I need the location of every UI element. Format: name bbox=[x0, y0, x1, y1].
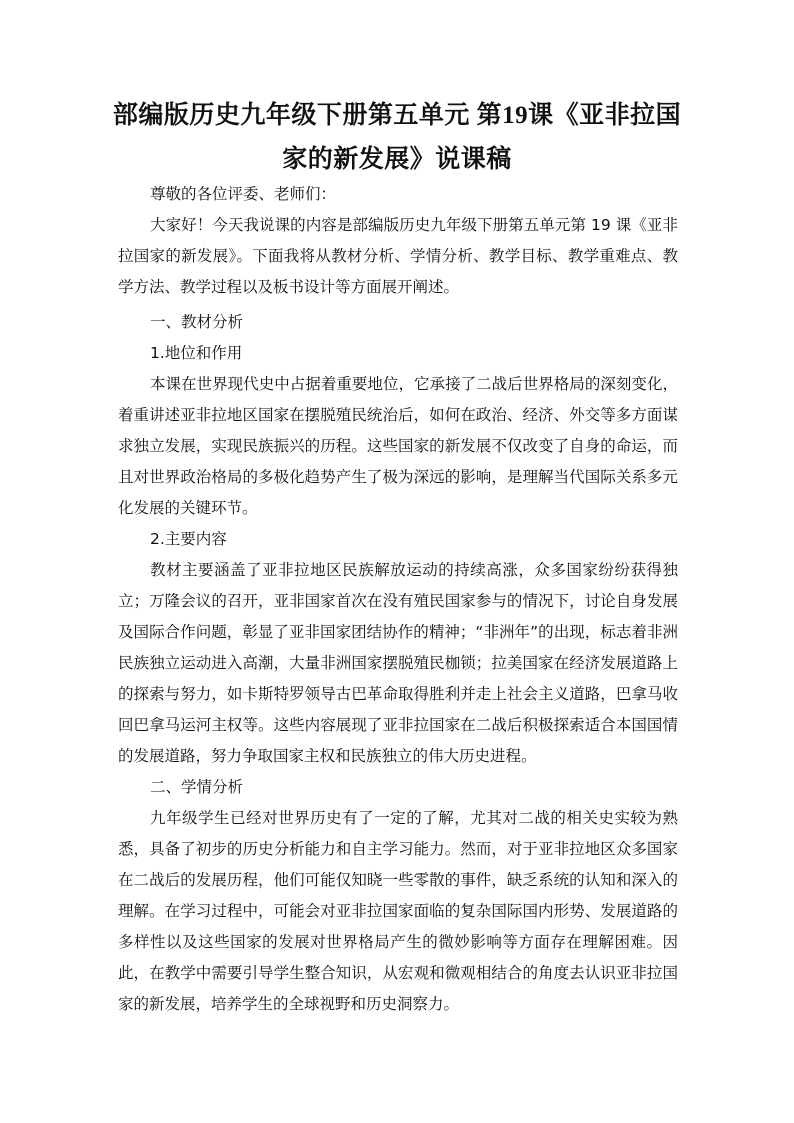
section-heading-textbook-analysis: 一、教材分析 bbox=[150, 313, 244, 331]
document-title-line-1: 部编版历史九年级下册第五单元 第19课《亚非拉国 bbox=[112, 102, 682, 129]
student-analysis-paragraph: 九年级学生已经对世界历史有了一定的了解，尤其对二战的相关史实较为熟悉，具备了初步的历史分析能力和自主学习能力。然而，对于亚非拉地区众多国家在二战后的发展历程，他们可能仅知晓一些零散的事件，缺乏系统的认知和深入的理解。在学习过程中，可能会对亚非拉国家面临的复杂国际国内形势、发展道路的多样性以及这些国家的发展对世界格局产生的微妙影响等方面存在理解困难。因此，在教学中需要引导学生整合知识，从宏观和微观相结合的角度去认识亚非拉国家的新发展，培养学生的全球视野和历史洞察力。 bbox=[118, 809, 678, 1013]
intro-paragraph: 大家好！今天我说课的内容是部编版历史九年级下册第五单元第 19 课《亚非拉国家的新发展》。下面我将从教材分析、学情分析、教学目标、教学重难点、教学方法、教学过程以及板书设计等方面展开阐述。 bbox=[118, 216, 678, 296]
subheading-position-and-role: 1.地位和作用 bbox=[150, 344, 243, 362]
position-role-paragraph: 本课在世界现代史中占据着重要地位，它承接了二战后世界格局的深刻变化，着重讲述亚非拉地区国家在摆脱殖民统治后，如何在政治、经济、外交等多方面谋求独立发展，实现民族振兴的历程。这些国家的新发展不仅改变了自身的命运，而且对世界政治格局的多极化趋势产生了极为深远的影响，是理解当代国际关系多元化发展的关键环节。 bbox=[118, 375, 678, 517]
subheading-main-content: 2.主要内容 bbox=[150, 530, 227, 548]
section-heading-student-analysis: 二、学情分析 bbox=[150, 778, 244, 796]
greeting: 尊敬的各位评委、老师们： bbox=[150, 185, 337, 203]
main-content-paragraph: 教材主要涵盖了亚非拉地区民族解放运动的持续高涨，众多国家纷纷获得独立；万隆会议的召开，亚非国家首次在没有殖民国家参与的情况下，讨论自身发展及国际合作问题，彰显了亚非国家团结协作的精神；“非洲年”的出现，标志着非洲民族独立运动进入高潮，大量非洲国家摆脱殖民枷锁；拉美国家在经济发展道路上的探索与努力，如卡斯特罗领导古巴革命取得胜利并走上社会主义道路，巴拿马收回巴拿马运河主权等。这些内容展现了亚非拉国家在二战后积极探索适合本国国情的发展道路，努力争取国家主权和民族独立的伟大历史进程。 bbox=[118, 561, 678, 765]
document-title-line-2: 家的新发展》说课稿 bbox=[282, 146, 512, 173]
